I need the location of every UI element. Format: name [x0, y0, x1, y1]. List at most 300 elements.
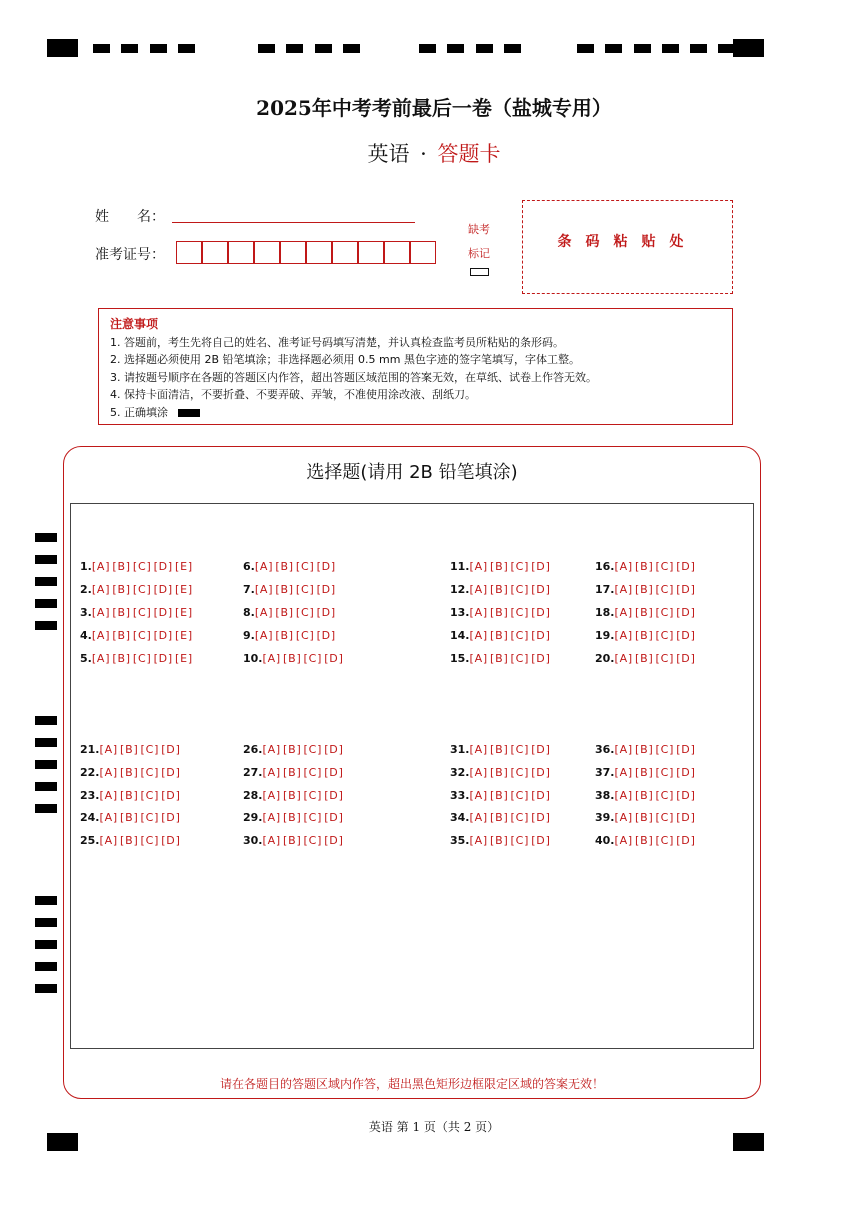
question-number: 25. — [80, 834, 100, 847]
option-bubble[interactable]: [D] — [161, 811, 181, 824]
option-bubble[interactable]: [C] — [132, 629, 152, 642]
option-bubble[interactable]: [D] — [531, 606, 551, 619]
option-bubble[interactable]: [D] — [531, 652, 551, 665]
question-27 — [243, 766, 346, 779]
option-bubble[interactable]: [D] — [153, 629, 174, 642]
timing-mark — [178, 44, 195, 53]
question-20 — [595, 652, 698, 665]
question-34 — [450, 811, 553, 824]
option-bubble[interactable]: [C] — [655, 629, 675, 642]
option-bubble[interactable]: [C] — [295, 629, 315, 642]
option-bubble[interactable]: [C] — [655, 606, 675, 619]
option-bubble[interactable]: [B] — [283, 743, 302, 756]
question-2 — [80, 583, 195, 596]
option-bubble[interactable]: [B] — [635, 743, 654, 756]
option-bubble[interactable]: [B] — [283, 652, 302, 665]
option-bubble[interactable]: [B] — [490, 834, 509, 847]
question-number: 23. — [80, 789, 100, 802]
question-number: 2. — [80, 583, 92, 596]
question-8 — [243, 606, 338, 619]
timing-mark — [662, 44, 679, 53]
option-bubble[interactable]: [C] — [510, 811, 530, 824]
question-37 — [595, 766, 698, 779]
option-bubble[interactable]: [A] — [91, 583, 111, 596]
exam-id-label: 准考证号： — [95, 247, 165, 263]
option-bubble[interactable]: [D] — [153, 560, 174, 573]
question-5 — [80, 652, 195, 665]
option-bubble[interactable]: [D] — [531, 629, 551, 642]
timing-mark — [35, 782, 57, 791]
option-bubble[interactable]: [B] — [635, 629, 654, 642]
option-bubble[interactable]: [D] — [316, 583, 337, 596]
question-24 — [80, 811, 183, 824]
timing-mark — [35, 599, 57, 608]
option-bubble[interactable]: [D] — [153, 606, 174, 619]
option-bubble[interactable]: [A] — [262, 652, 282, 665]
exam-id-digit-box[interactable] — [332, 241, 358, 264]
option-bubble[interactable]: [B] — [112, 560, 131, 573]
question-33 — [450, 789, 553, 802]
name-field[interactable] — [172, 222, 415, 223]
option-bubble[interactable]: [B] — [490, 811, 509, 824]
notice-heading: 注意事项 — [110, 317, 159, 331]
option-bubble[interactable]: [C] — [295, 583, 315, 596]
question-number: 39. — [595, 811, 615, 824]
option-bubble[interactable]: [B] — [275, 560, 294, 573]
question-11 — [450, 560, 553, 573]
option-bubble[interactable]: [A] — [99, 811, 119, 824]
option-bubble[interactable]: [D] — [161, 743, 181, 756]
option-bubble[interactable]: [C] — [510, 629, 530, 642]
option-bubble[interactable]: [B] — [635, 560, 654, 573]
exam-id-digit-box[interactable] — [358, 241, 384, 264]
option-bubble[interactable]: [E] — [175, 652, 193, 665]
question-number: 29. — [243, 811, 263, 824]
timing-mark — [35, 984, 57, 993]
exam-id-digit-box[interactable] — [254, 241, 280, 264]
option-bubble[interactable]: [A] — [614, 811, 634, 824]
exam-id-digit-box[interactable] — [384, 241, 410, 264]
option-bubble[interactable]: [A] — [469, 583, 489, 596]
option-bubble[interactable]: [B] — [112, 652, 131, 665]
page-footer: 英语 第 1 页（共 2 页） — [368, 1120, 500, 1134]
option-bubble[interactable]: [D] — [531, 789, 551, 802]
question-number: 13. — [450, 606, 470, 619]
option-bubble[interactable]: [A] — [614, 583, 634, 596]
notice-item: 2. 选择题必须使用 2B 铅笔填涂；非选择题必须用 0.5 mm 黑色字迹的签字笔填写，字体工整。 — [110, 353, 580, 366]
option-bubble[interactable]: [D] — [324, 766, 344, 779]
option-bubble[interactable]: [A] — [469, 834, 489, 847]
option-bubble[interactable]: [D] — [324, 789, 344, 802]
timing-mark — [577, 44, 594, 53]
option-bubble[interactable]: [E] — [175, 629, 193, 642]
notice-item: 3. 请按题号顺序在各题的答题区内作答，超出答题区域范围的答案无效，在草纸、试卷上作答无效。 — [110, 370, 597, 384]
option-bubble[interactable]: [B] — [283, 789, 302, 802]
option-bubble[interactable]: [D] — [676, 560, 696, 573]
option-bubble[interactable]: [B] — [275, 629, 294, 642]
option-bubble[interactable]: [B] — [120, 811, 139, 824]
question-9 — [243, 629, 338, 642]
option-bubble[interactable]: [A] — [469, 560, 489, 573]
question-number: 26. — [243, 743, 263, 756]
timing-mark — [690, 44, 707, 53]
option-bubble[interactable]: [A] — [262, 789, 282, 802]
option-bubble[interactable]: [D] — [324, 834, 344, 847]
question-26 — [243, 743, 346, 756]
question-number: 22. — [80, 766, 100, 779]
option-bubble[interactable]: [A] — [262, 834, 282, 847]
option-bubble[interactable]: [B] — [283, 834, 302, 847]
subtitle-separator: · — [420, 142, 427, 166]
question-3 — [80, 606, 195, 619]
option-bubble[interactable]: [D] — [531, 811, 551, 824]
option-bubble[interactable]: [C] — [510, 834, 530, 847]
question-number: 40. — [595, 834, 615, 847]
option-bubble[interactable]: [B] — [490, 743, 509, 756]
answer-card-label: 答题卡 — [437, 142, 501, 166]
option-bubble[interactable]: [A] — [99, 834, 119, 847]
exam-id-digit-box[interactable] — [410, 241, 436, 264]
option-bubble[interactable]: [C] — [655, 789, 675, 802]
option-bubble[interactable]: [D] — [324, 743, 344, 756]
option-bubble[interactable]: [C] — [655, 560, 675, 573]
option-bubble[interactable]: [A] — [614, 606, 634, 619]
option-bubble[interactable]: [A] — [469, 811, 489, 824]
timing-mark — [35, 940, 57, 949]
option-bubble[interactable]: [B] — [490, 560, 509, 573]
option-bubble[interactable]: [E] — [175, 583, 193, 596]
option-bubble[interactable]: [C] — [132, 583, 152, 596]
option-bubble[interactable]: [B] — [490, 606, 509, 619]
timing-mark — [150, 44, 167, 53]
option-bubble[interactable]: [B] — [635, 583, 654, 596]
card-subtitle — [0, 138, 868, 168]
option-bubble[interactable]: [C] — [140, 789, 160, 802]
question-16 — [595, 560, 698, 573]
option-bubble[interactable]: [D] — [316, 629, 337, 642]
question-number: 10. — [243, 652, 263, 665]
question-number: 17. — [595, 583, 615, 596]
timing-mark — [419, 44, 436, 53]
corner-mark — [47, 39, 78, 57]
option-bubble[interactable]: [A] — [91, 560, 111, 573]
corner-mark — [733, 39, 764, 57]
option-bubble[interactable]: [C] — [510, 789, 530, 802]
option-bubble[interactable]: [A] — [254, 583, 274, 596]
exam-id-digit-box[interactable] — [228, 241, 254, 264]
question-number: 3. — [80, 606, 92, 619]
option-bubble[interactable]: [B] — [275, 606, 294, 619]
question-40 — [595, 834, 698, 847]
option-bubble[interactable]: [A] — [469, 606, 489, 619]
timing-mark — [35, 577, 57, 586]
option-bubble[interactable]: [C] — [295, 560, 315, 573]
option-bubble[interactable]: [C] — [655, 583, 675, 596]
question-number: 30. — [243, 834, 263, 847]
question-number: 21. — [80, 743, 100, 756]
option-bubble[interactable]: [A] — [91, 629, 111, 642]
question-number: 8. — [243, 606, 255, 619]
option-bubble[interactable]: [A] — [614, 743, 634, 756]
option-bubble[interactable]: [D] — [531, 766, 551, 779]
exam-id-boxes[interactable] — [176, 241, 436, 264]
timing-mark — [343, 44, 360, 53]
option-bubble[interactable]: [C] — [140, 811, 160, 824]
question-number: 14. — [450, 629, 470, 642]
option-bubble[interactable]: [C] — [140, 766, 160, 779]
option-bubble[interactable]: [D] — [676, 583, 696, 596]
option-bubble[interactable]: [B] — [120, 834, 139, 847]
option-bubble[interactable]: [D] — [161, 789, 181, 802]
option-bubble[interactable]: [D] — [676, 629, 696, 642]
option-bubble[interactable]: [B] — [635, 606, 654, 619]
question-number: 33. — [450, 789, 470, 802]
option-bubble[interactable]: [B] — [490, 583, 509, 596]
timing-mark — [35, 896, 57, 905]
timing-mark — [35, 621, 57, 630]
option-bubble[interactable]: [C] — [655, 652, 675, 665]
timing-mark — [35, 716, 57, 725]
option-bubble[interactable]: [C] — [510, 606, 530, 619]
option-bubble[interactable]: [D] — [676, 811, 696, 824]
question-21 — [80, 743, 183, 756]
answer-area-warning: 请在各题目的答题区域内作答，超出黑色矩形边框限定区域的答案无效！ — [219, 1077, 604, 1091]
question-10 — [243, 652, 346, 665]
question-number: 7. — [243, 583, 255, 596]
option-bubble[interactable]: [B] — [283, 811, 302, 824]
option-bubble[interactable]: [B] — [490, 652, 509, 665]
notice-item: 4. 保持卡面清洁，不要折叠、不要弄破、弄皱，不准使用涂改液、刮纸刀。 — [110, 388, 476, 401]
timing-mark — [258, 44, 275, 53]
correct-fill-sample — [178, 409, 200, 417]
option-bubble[interactable]: [B] — [635, 811, 654, 824]
option-bubble[interactable]: [A] — [614, 789, 634, 802]
exam-id-digit-box[interactable] — [176, 241, 202, 264]
option-bubble[interactable]: [D] — [676, 789, 696, 802]
option-bubble[interactable]: [D] — [316, 560, 337, 573]
question-29 — [243, 811, 346, 824]
question-number: 36. — [595, 743, 615, 756]
timing-mark — [504, 44, 521, 53]
option-bubble[interactable]: [A] — [254, 606, 274, 619]
option-bubble[interactable]: [B] — [490, 766, 509, 779]
question-number: 31. — [450, 743, 470, 756]
option-bubble[interactable]: [D] — [324, 652, 344, 665]
question-7 — [243, 583, 338, 596]
timing-mark — [35, 962, 57, 971]
question-4 — [80, 629, 195, 642]
exam-id-digit-box[interactable] — [306, 241, 332, 264]
option-bubble[interactable]: [D] — [531, 834, 551, 847]
option-bubble[interactable]: [C] — [510, 652, 530, 665]
question-19 — [595, 629, 698, 642]
question-6 — [243, 560, 338, 573]
exam-title: 2025年中考考前最后一卷（盐城专用） — [256, 96, 612, 120]
option-bubble[interactable]: [D] — [676, 652, 696, 665]
absent-mark-box[interactable] — [470, 268, 489, 276]
option-bubble[interactable]: [D] — [324, 811, 344, 824]
option-bubble[interactable]: [D] — [676, 606, 696, 619]
question-15 — [450, 652, 553, 665]
option-bubble[interactable]: [B] — [112, 629, 131, 642]
option-bubble[interactable]: [E] — [175, 560, 193, 573]
exam-id-digit-box[interactable] — [202, 241, 228, 264]
question-number: 9. — [243, 629, 255, 642]
option-bubble[interactable]: [D] — [531, 743, 551, 756]
corner-mark-bottom-left — [47, 1133, 78, 1151]
question-39 — [595, 811, 698, 824]
option-bubble[interactable]: [A] — [99, 766, 119, 779]
question-number: 27. — [243, 766, 263, 779]
timing-mark — [315, 44, 332, 53]
timing-mark — [35, 555, 57, 564]
option-bubble[interactable]: [C] — [655, 811, 675, 824]
option-bubble[interactable]: [A] — [91, 652, 111, 665]
option-bubble[interactable]: [A] — [99, 743, 119, 756]
option-bubble[interactable]: [B] — [490, 789, 509, 802]
timing-mark — [476, 44, 493, 53]
option-bubble[interactable]: [B] — [120, 743, 139, 756]
option-bubble[interactable]: [A] — [614, 766, 634, 779]
option-bubble[interactable]: [C] — [132, 606, 152, 619]
option-bubble[interactable]: [C] — [510, 560, 530, 573]
subject-name: 英语 — [367, 142, 410, 166]
option-bubble[interactable]: [C] — [140, 834, 160, 847]
option-bubble[interactable]: [D] — [676, 766, 696, 779]
timing-mark — [35, 738, 57, 747]
option-bubble[interactable]: [B] — [635, 766, 654, 779]
option-bubble[interactable]: [C] — [303, 652, 323, 665]
option-bubble[interactable]: [A] — [469, 743, 489, 756]
option-bubble[interactable]: [C] — [655, 834, 675, 847]
option-bubble[interactable]: [C] — [303, 789, 323, 802]
option-bubble[interactable]: [C] — [132, 652, 152, 665]
absent-label-1: 缺考 — [468, 223, 490, 236]
option-bubble[interactable]: [D] — [316, 606, 337, 619]
option-bubble[interactable]: [A] — [99, 789, 119, 802]
question-number: 37. — [595, 766, 615, 779]
timing-mark — [93, 44, 110, 53]
exam-id-digit-box[interactable] — [280, 241, 306, 264]
question-22 — [80, 766, 183, 779]
option-bubble[interactable]: [A] — [614, 560, 634, 573]
option-bubble[interactable]: [C] — [140, 743, 160, 756]
question-number: 12. — [450, 583, 470, 596]
question-number: 15. — [450, 652, 470, 665]
option-bubble[interactable]: [C] — [655, 766, 675, 779]
timing-mark — [35, 804, 57, 813]
barcode-label: 条码粘贴处 — [557, 234, 698, 250]
timing-mark — [35, 533, 57, 542]
question-36 — [595, 743, 698, 756]
question-14 — [450, 629, 553, 642]
question-31 — [450, 743, 553, 756]
option-bubble[interactable]: [B] — [635, 834, 654, 847]
question-23 — [80, 789, 183, 802]
timing-mark — [286, 44, 303, 53]
option-bubble[interactable]: [B] — [283, 766, 302, 779]
option-bubble[interactable]: [A] — [254, 560, 274, 573]
option-bubble[interactable]: [C] — [303, 743, 323, 756]
option-bubble[interactable]: [C] — [303, 766, 323, 779]
question-number: 35. — [450, 834, 470, 847]
choice-section-title: 选择题(请用 2B 铅笔填涂) — [306, 462, 518, 483]
question-number: 6. — [243, 560, 255, 573]
question-number: 38. — [595, 789, 615, 802]
option-bubble[interactable]: [B] — [635, 789, 654, 802]
option-bubble[interactable]: [D] — [161, 766, 181, 779]
question-28 — [243, 789, 346, 802]
question-35 — [450, 834, 553, 847]
timing-mark — [634, 44, 651, 53]
option-bubble[interactable]: [A] — [614, 629, 634, 642]
option-bubble[interactable]: [D] — [531, 560, 551, 573]
option-bubble[interactable]: [C] — [132, 560, 152, 573]
option-bubble[interactable]: [B] — [112, 606, 131, 619]
option-bubble[interactable]: [A] — [614, 834, 634, 847]
timing-mark — [35, 760, 57, 769]
option-bubble[interactable]: [C] — [303, 811, 323, 824]
question-number: 11. — [450, 560, 470, 573]
option-bubble[interactable]: [A] — [262, 743, 282, 756]
option-bubble[interactable]: [D] — [676, 743, 696, 756]
question-number: 20. — [595, 652, 615, 665]
option-bubble[interactable]: [D] — [676, 834, 696, 847]
option-bubble[interactable]: [D] — [153, 652, 174, 665]
name-label: 姓 名： — [95, 209, 165, 225]
question-25 — [80, 834, 183, 847]
option-bubble[interactable]: [D] — [153, 583, 174, 596]
absent-label-2: 标记 — [468, 247, 490, 260]
option-bubble[interactable]: [B] — [120, 789, 139, 802]
option-bubble[interactable]: [C] — [303, 834, 323, 847]
option-bubble[interactable]: [D] — [161, 834, 181, 847]
option-bubble[interactable]: [C] — [295, 606, 315, 619]
option-bubble[interactable]: [C] — [510, 583, 530, 596]
option-bubble[interactable]: [B] — [490, 629, 509, 642]
option-bubble[interactable]: [B] — [112, 583, 131, 596]
question-13 — [450, 606, 553, 619]
option-bubble[interactable]: [A] — [91, 606, 111, 619]
question-18 — [595, 606, 698, 619]
option-bubble[interactable]: [B] — [635, 652, 654, 665]
question-number: 5. — [80, 652, 92, 665]
option-bubble[interactable]: [C] — [655, 743, 675, 756]
option-bubble[interactable]: [B] — [275, 583, 294, 596]
option-bubble[interactable]: [A] — [469, 766, 489, 779]
option-bubble[interactable]: [A] — [469, 629, 489, 642]
option-bubble[interactable]: [C] — [510, 743, 530, 756]
option-bubble[interactable]: [D] — [531, 583, 551, 596]
option-bubble[interactable]: [B] — [120, 766, 139, 779]
corner-mark-bottom-right — [733, 1133, 764, 1151]
option-bubble[interactable]: [A] — [262, 766, 282, 779]
timing-mark — [718, 44, 735, 53]
question-number: 4. — [80, 629, 92, 642]
question-38 — [595, 789, 698, 802]
notice-item: 5. 正确填涂 — [110, 405, 168, 419]
option-bubble[interactable]: [A] — [614, 652, 634, 665]
option-bubble[interactable]: [A] — [469, 789, 489, 802]
option-bubble[interactable]: [C] — [510, 766, 530, 779]
option-bubble[interactable]: [E] — [175, 606, 193, 619]
question-30 — [243, 834, 346, 847]
timing-mark — [447, 44, 464, 53]
question-number: 32. — [450, 766, 470, 779]
option-bubble[interactable]: [A] — [254, 629, 274, 642]
option-bubble[interactable]: [A] — [469, 652, 489, 665]
option-bubble[interactable]: [A] — [262, 811, 282, 824]
